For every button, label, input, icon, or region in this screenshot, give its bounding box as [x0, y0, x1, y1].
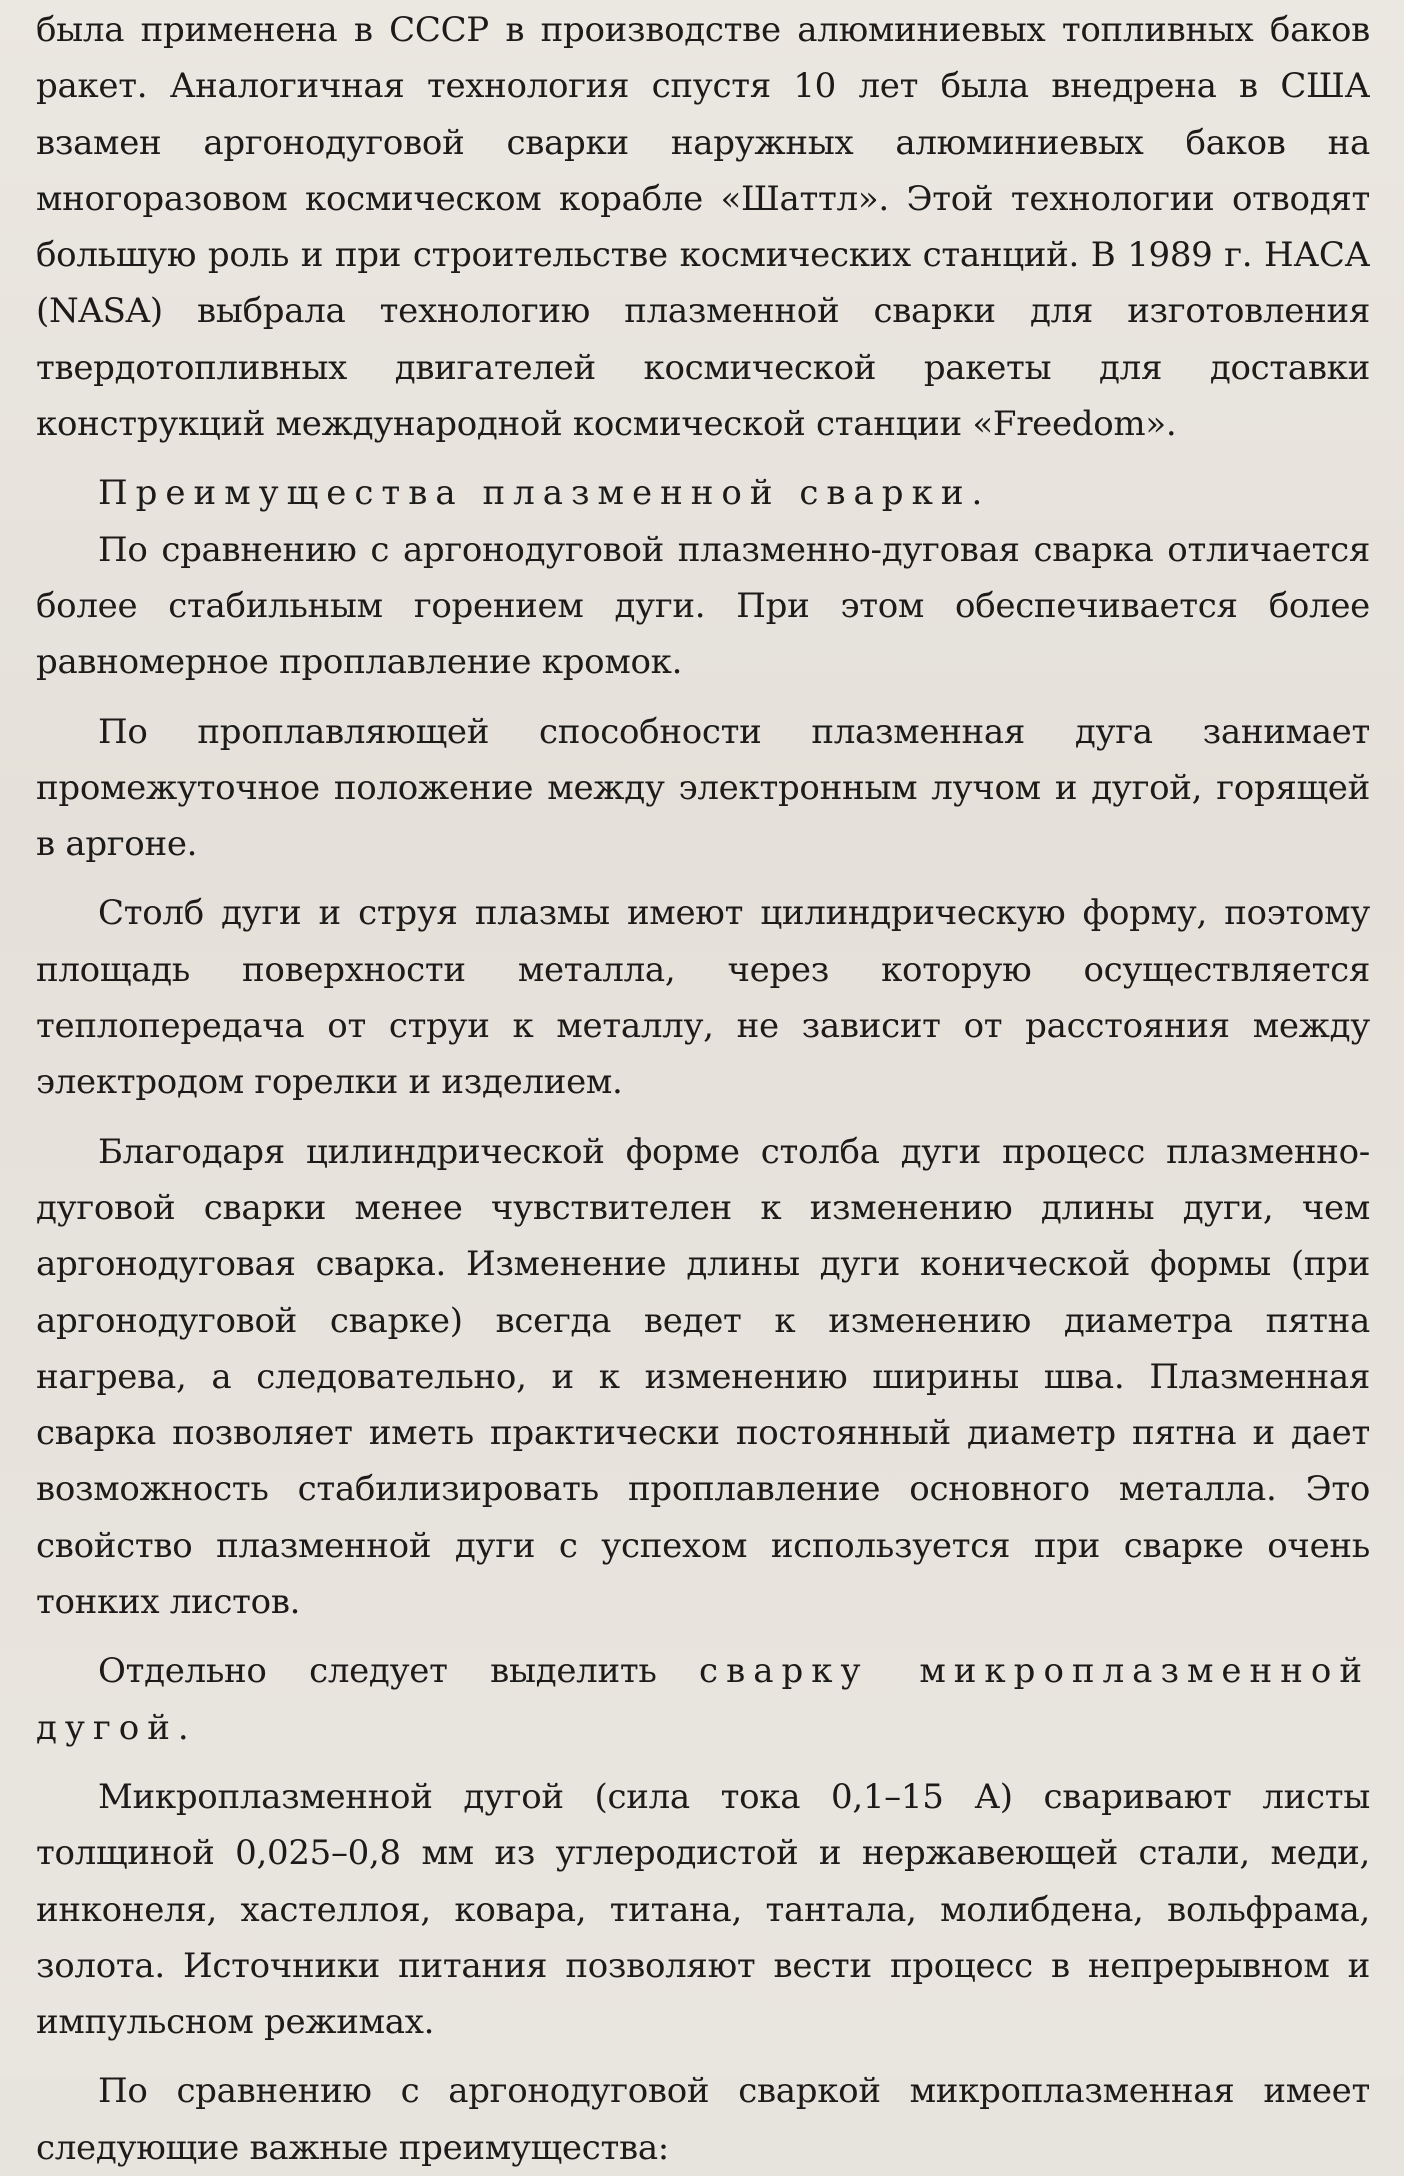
paragraph-intro: была применена в СССР в производстве алюминиевых топливных баков ракет. Аналогичная технология спустя 10 лет была внедрена в США взамен аргонодуговой сварки наружных алюминиевых баков на многоразовом космическом корабле «Шаттл». Этой технологии отводят большую роль и при строительстве космических станций. В 1989 г. НАСА (NASA) выбрала технологию плазменной сварки для изготовления твердотопливных двигателей космической ракеты для доставки конструкций международной космической станции «Freedom». — [36, 10, 1370, 445]
section-heading — [36, 465, 1370, 521]
microplasma-intro-suffix: . — [177, 1707, 189, 1748]
page-text — [36, 2, 1370, 2176]
paragraph-cylindrical-form: Столб дуги и струя плазмы имеют цилиндрическую форму, поэтому площадь поверхности металла, через которую осуществляется теплопередача от струи к металлу, не зависит от расстояния между электродом горелки и изделием. — [36, 893, 1370, 1103]
paragraph-microplasma-materials: Микроплазменной дугой (сила тока 0,1–15 А) сваривают листы толщиной 0,025–0,8 мм из углеродистой и нержавеющей стали, меди, инконеля, хастеллоя, ковара, титана, тантала, молибдена, вольфрама, золота. Источники питания позволяют вести процесс в непрерывном и импульсном режимах. — [36, 1776, 1370, 2043]
paragraph-microplasma-intro — [36, 1643, 1370, 1756]
paragraph-advantages-lead: По сравнению с аргонодуговой сваркой микроплазменная имеет следующие важные преимущества: — [36, 2071, 1370, 2168]
paragraph-penetration: По проплавляющей способности плазменная дуга занимает промежуточное положение между электронным лучом и дугой, горящей в аргоне. — [36, 711, 1370, 865]
paragraph-stability: По сравнению с аргонодуговой плазменно-дуговая сварка отличается более стабильным горением дуги. При этом обеспечивается более равномерное проплавление кромок. — [36, 529, 1370, 683]
paragraph-arc-length: Благодаря цилиндрической форме столба дуги процесс плазменно-дуговой сварки менее чувствителен к изменению длины дуги, чем аргонодуговая сварка. Изменение длины дуги конической формы (при аргонодуговой сварке) всегда ведет к изменению диаметра пятна нагрева, а следовательно, и к изменению ширины шва. Плазменная сварка позволяет иметь практически постоянный диаметр пятна и дает возможность стабилизировать проплавление основного металла. Это свойство плазменной дуги с успехом используется при сварке очень тонких листов. — [36, 1131, 1370, 1623]
section-heading-text: Преимущества плазменной сварки. — [98, 473, 991, 514]
microplasma-term: сварку микроплазменной дугой — [36, 1651, 1371, 1748]
microplasma-intro-prefix: Отдельно следует выделить — [98, 1651, 700, 1692]
